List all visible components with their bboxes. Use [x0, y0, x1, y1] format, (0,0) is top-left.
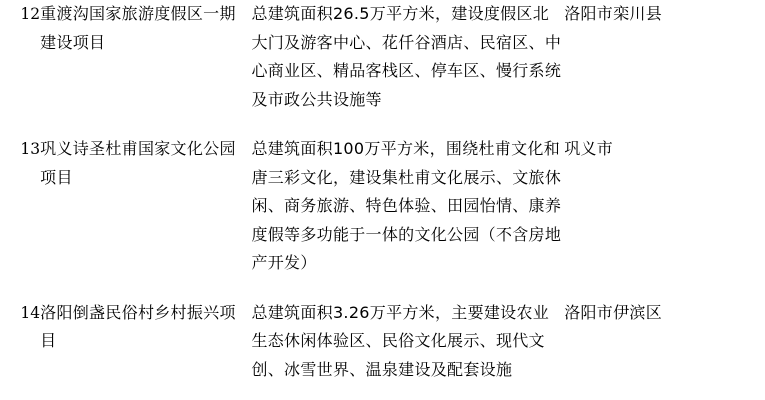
table-row — [0, 135, 765, 278]
table-row — [0, 0, 765, 114]
project-description-cell — [251, 299, 564, 385]
row-number: 13 — [20, 140, 41, 158]
project-name: 巩义诗圣杜甫国家文化公园项目 — [40, 139, 236, 187]
project-name-cell — [40, 135, 251, 278]
project-location-cell — [564, 135, 765, 278]
project-description: 总建筑面积3.26万平方米，主要建设农业生态休闲体验区、民俗文化展示、现代文创、冰雪世界、温泉建设及配套设施 — [251, 302, 550, 379]
row-number: 12 — [20, 5, 41, 23]
project-name: 重渡沟国家旅游度假区一期建设项目 — [40, 4, 236, 52]
table-row — [0, 299, 765, 385]
project-location: 洛阳市伊滨区 — [564, 302, 663, 322]
row-spacer — [0, 278, 765, 299]
project-description-cell — [251, 0, 564, 114]
row-number-cell — [0, 135, 40, 278]
project-description-cell — [251, 135, 564, 278]
row-number-cell — [0, 0, 40, 114]
project-name: 洛阳倒盏民俗村乡村振兴项目 — [40, 302, 236, 350]
project-description: 总建筑面积26.5万平方米，建设度假区北大门及游客中心、花仟谷酒店、民宿区、中心商业区、精品客栈区、停车区、慢行系统及市政公共设施等 — [251, 4, 562, 109]
row-number-cell — [0, 299, 40, 385]
project-location: 洛阳市栾川县 — [564, 4, 663, 23]
project-name-cell — [40, 0, 251, 114]
row-spacer — [0, 114, 765, 135]
project-description: 总建筑面积100万平方米，围绕杜甫文化和唐三彩文化，建设集杜甫文化展示、文旅休闲、商务旅游、特色体验、田园怡情、康养度假等多功能于一体的文化公园（不含房地产开发） — [251, 139, 562, 272]
project-location-cell — [564, 0, 765, 114]
project-location-cell — [564, 299, 765, 385]
row-number: 14 — [20, 303, 41, 322]
project-name-cell — [40, 299, 251, 385]
project-location: 巩义市 — [564, 139, 614, 158]
